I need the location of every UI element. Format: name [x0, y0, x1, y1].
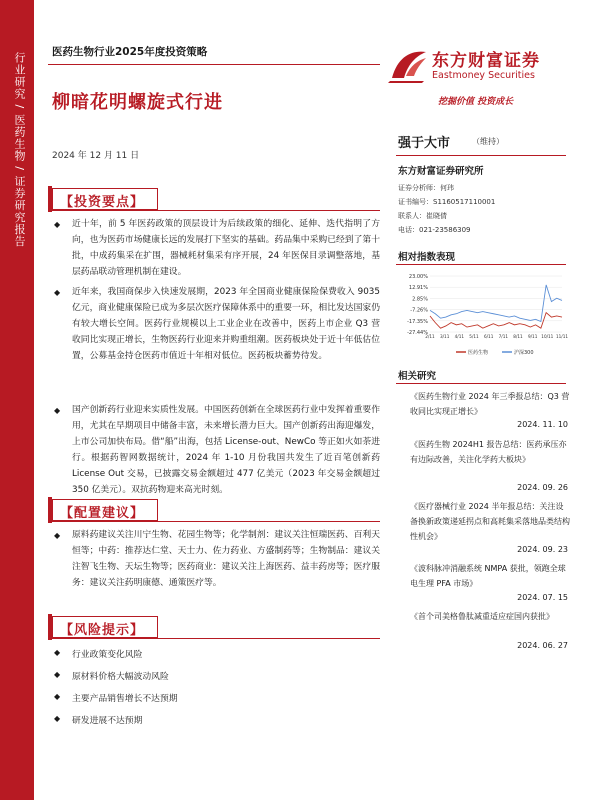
risk-item: 行业政策变化风险 [72, 650, 143, 660]
bullet-icon: ◆ [54, 648, 61, 657]
y-tick-label: -17.35% [407, 318, 428, 325]
report-type: 医药生物行业2025年度投资策略 [52, 46, 208, 58]
related-report-link[interactable]: 《波科脉冲消融系统 NMPA 获批，领跑全球电生理 PFA 市场》 [410, 564, 566, 588]
x-tick-label: 9/11 [527, 334, 538, 339]
x-tick-label: 4/11 [454, 334, 465, 339]
brand-name-cn: 东方财富证券 [432, 51, 540, 71]
bullet-icon: ◆ [54, 714, 61, 723]
highlight-paragraph: 近十年，前 5 年医药政策的顶层设计为后续政策的细化、延伸、迭代指明了方向，也为医药市场健康长远的发展打下坚实的基础。药品集中采购已经到了第十批，中成药集采在扩围，器械耗材集采有序开展，24 年医保目录调整落地，基层药品联动管理机制在建设。 [72, 219, 380, 277]
x-tick-label: 10/11 [541, 334, 554, 339]
allocation-paragraph: 原料药建议关注川宁生物、花园生物等；化学制剂：建议关注恒瑞医药、百利天恒等；中药：推荐达仁堂、天士力、佐力药业、方盛制药等；生物制品：建议关注智飞生物、天坛生物等；医药商业：建议关注上海医药、益丰药房等；医疗服务：建议关注药明康德、通策医疗等。 [72, 530, 380, 588]
risk-item: 研发进展不达预期 [72, 716, 143, 726]
relative-index-chart [396, 270, 569, 360]
highlights-title: 【投资要点】 [60, 195, 145, 210]
y-tick-label: -27.44% [407, 330, 428, 336]
risk-item: 原材料价格大幅波动风险 [72, 672, 169, 682]
bullet-icon: ◆ [54, 220, 61, 229]
y-tick-label: 23.00% [408, 274, 428, 280]
highlight-paragraph: 国产创新药行业迎来实质性发展。中国医药创新在全球医药行业中发挥着重要作用，尤其在早期项目中储备丰富，未来增长潜力巨大。国产创新药出海迎爆发，上市公司加快布局。借“船”出海，包括 License-out、NewCo 等正如火如荼进行。根据药智网数据统计，2024 年 1-10 月份我国共发生了近百笔创新药 License Out 交易，已披露交易金额超过 477 亿美元（2023 年交易金额超过 350 亿美元）。双抗药物迎来高光时刻。 [72, 405, 380, 495]
bullet-icon: ◆ [54, 288, 61, 297]
brand-name-en: Eastmoney Securities [432, 70, 535, 81]
related-report-date: 2024. 07. 15 [517, 593, 568, 602]
analyst-name: 证券分析师：何玮 [398, 184, 454, 192]
x-tick-label: 11/11 [555, 334, 569, 339]
relative-index-svg [396, 270, 569, 360]
x-tick-label: 5/11 [469, 334, 479, 339]
rating-note: （维持） [472, 137, 504, 146]
related-report-link[interactable]: 《医疗器械行业 2024 半年报总结：关注设备换新政策递延拐点和高耗集采落地品类结构性机会》 [410, 502, 570, 541]
rating-divider [396, 155, 566, 156]
report-date: 2024 年 12 月 11 日 [52, 151, 140, 161]
bullet-icon: ◆ [54, 531, 61, 540]
legend-label: 沪深300 [514, 350, 534, 356]
contact-phone: 电话：021-23586309 [398, 226, 471, 234]
sidebar-label: 行业研究 / 医药生物 / 证券研究报告 [13, 52, 26, 248]
related-report-link[interactable]: 《医药生物 2024H1 报告总结：医药承压亦有边际改善，关注化学药大板块》 [410, 440, 567, 464]
related-report-link[interactable]: 《首个司美格鲁肽减重适应症国内获批》 [410, 612, 554, 621]
eastmoney-logo-icon [388, 48, 428, 84]
x-tick-label: 7/11 [498, 334, 509, 339]
related-report-date: 2024. 09. 26 [517, 483, 568, 492]
institute-name: 东方财富证券研究所 [398, 166, 484, 177]
x-tick-label: 2/11 [425, 334, 435, 339]
risk-title: 【风险提示】 [60, 623, 145, 638]
bullet-icon: ◆ [54, 670, 61, 679]
page-title: 柳暗花明螺旋式行进 [52, 92, 223, 113]
bullet-icon: ◆ [54, 692, 61, 701]
y-tick-label: 12.91% [408, 285, 428, 292]
y-tick-label: 2.85% [412, 296, 428, 303]
risk-heading [48, 614, 380, 640]
rating-label: 强于大市 [398, 136, 451, 151]
related-section-divider [396, 383, 566, 384]
highlight-paragraph: 近年来，我国商保步入快速发展期，2023 年全国商业健康保险保费收入 9035 亿元，商业健康保险已成为多层次医疗保障体系中的重要一环，相比发达国家仍有较大增长空间。医药行业规模以上工业企业在改善中，医药上市企业 Q3 营收同比实现正增长，生物医药行业迎来并购重组潮。医药板块处于近十年低估位置，公募基金持仓医药市值近十年相对低位。医药板块蓄势待发。 [72, 287, 380, 361]
y-tick-label: -7.26% [410, 307, 428, 314]
x-tick-label: 3/11 [439, 334, 450, 339]
contact-person: 联系人：崔晓倩 [398, 212, 447, 220]
related-report-date: 2024. 11. 10 [517, 420, 568, 429]
risk-item: 主要产品销售增长不达预期 [72, 694, 178, 704]
header-divider [48, 64, 380, 65]
related-section-title: 相关研究 [398, 371, 437, 382]
x-tick-label: 8/11 [513, 334, 523, 339]
highlights-heading [48, 186, 380, 212]
index-section-divider [396, 264, 566, 265]
brand-logo [388, 44, 558, 88]
series-line-csi300 [430, 285, 562, 322]
bullet-icon: ◆ [54, 406, 61, 415]
certificate-number: 证书编号：S1160517110001 [398, 198, 496, 206]
related-report-link[interactable]: 《医药生物行业 2024 年三季报总结：Q3 营收同比实现正增长》 [410, 392, 570, 416]
x-tick-label: 6/11 [483, 334, 494, 339]
allocation-heading [48, 497, 380, 523]
allocation-title: 【配置建议】 [60, 506, 145, 521]
brand-slogan: 挖掘价值 投资成长 [438, 97, 514, 107]
legend-label: 医药生物 [468, 350, 489, 356]
related-report-date: 2024. 09. 23 [517, 545, 568, 554]
sidebar [0, 0, 34, 800]
index-section-title: 相对指数表现 [398, 252, 456, 263]
related-report-date: 2024. 06. 27 [517, 641, 568, 650]
